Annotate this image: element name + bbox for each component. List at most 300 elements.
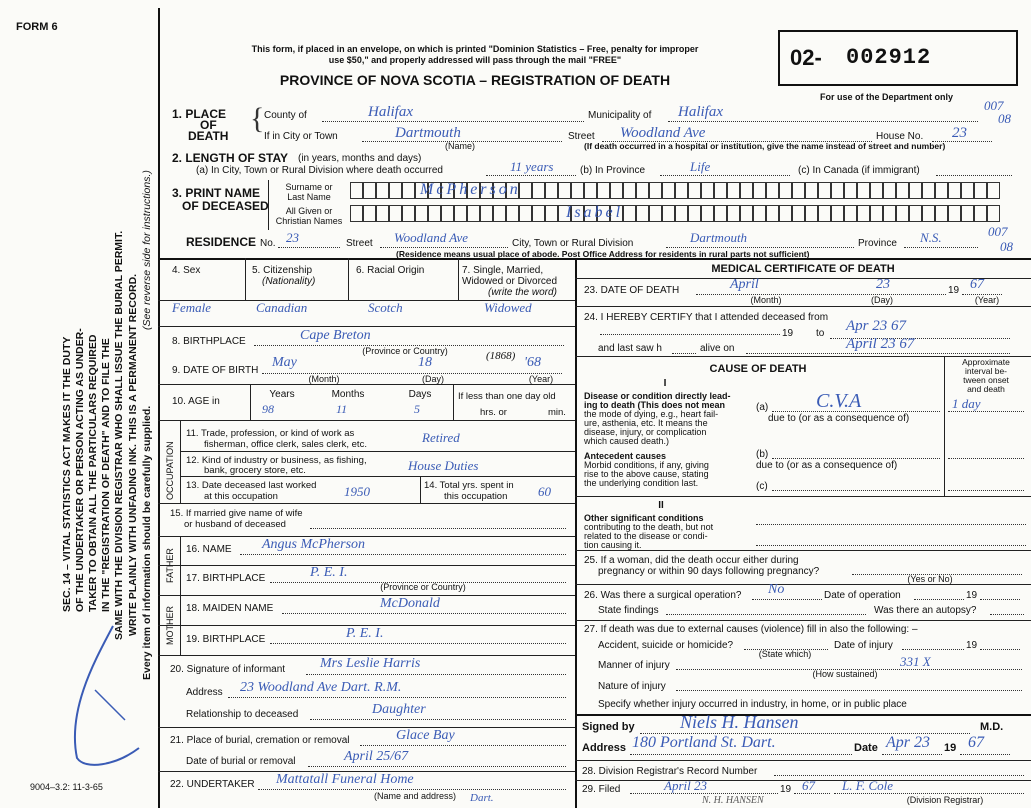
print-name-label-1: 3. PRINT NAME xyxy=(172,186,261,200)
surgical-value: No xyxy=(768,582,785,597)
relationship-label: Relationship to deceased xyxy=(186,709,299,720)
residence-code-2: 08 xyxy=(1000,239,1013,254)
sign-date-19: 19 xyxy=(944,742,957,754)
side-text-3: TAKER TO OBTAIN ALL THE PARTICULARS REQUIRED xyxy=(87,334,99,612)
postal-notice-2: use $50," and properly addressed will pass through the mail "FREE" xyxy=(328,55,622,65)
other-conditions-1: Other significant conditions xyxy=(584,513,704,523)
letter-box xyxy=(714,205,727,222)
letter-box xyxy=(922,205,935,222)
side-text-2: OF THE UNDERTAKER OR PERSON ACTING AS UNDER- xyxy=(74,328,86,612)
clerk-mark-icon xyxy=(55,620,145,780)
letter-box xyxy=(623,205,636,222)
city-name-caption: (Name) xyxy=(444,141,475,151)
certify-to: to xyxy=(816,328,825,339)
operation-date-19: 19 xyxy=(966,590,978,601)
letter-box xyxy=(779,205,792,222)
dob-day-value: 18 xyxy=(418,355,432,370)
letter-box xyxy=(883,205,896,222)
occupation-q12-value: House Duties xyxy=(408,458,479,473)
place-of-death-label-1: 1. PLACE xyxy=(172,107,227,121)
marital-label-2: Widowed or Divorced xyxy=(462,276,558,287)
mother-maiden-name-value: McDonald xyxy=(380,596,440,611)
residence-division-value: Dartmouth xyxy=(690,230,748,245)
manner-of-injury-label: Manner of injury xyxy=(598,660,670,671)
accident-label: Accident, suicide or homicide? xyxy=(598,640,734,651)
registration-number: 002912 xyxy=(846,45,932,70)
date-of-death-day: 23 xyxy=(876,277,890,292)
informant-signature-label: 20. Signature of informant xyxy=(170,664,286,675)
antecedent-label-4: the underlying condition last. xyxy=(584,478,699,488)
occupation-q13-2: at this occupation xyxy=(204,491,278,502)
letter-box xyxy=(688,205,701,222)
letter-box xyxy=(948,205,961,222)
antecedent-label-2: Morbid conditions, if any, giving xyxy=(584,460,709,470)
letter-box xyxy=(792,205,805,222)
side-text-7a: Every item of information should be carefully supplied. xyxy=(141,405,153,680)
injury-date-label: Date of injury xyxy=(834,640,893,651)
letter-box xyxy=(831,182,844,199)
informant-address: 23 Woodland Ave Dart. R.M. xyxy=(240,680,402,695)
letter-box xyxy=(597,182,610,199)
cause-a-interval: 1 day xyxy=(952,396,981,411)
signed-by-label: Signed by xyxy=(582,721,635,733)
death-year-caption: (Year) xyxy=(974,295,1000,305)
date-of-death-label: 23. DATE OF DEATH xyxy=(584,285,680,296)
injury-place-label: Specify whether injury occurred in industry, in home, or in public place xyxy=(598,699,907,710)
record-number-label: 28. Division Registrar's Record Number xyxy=(582,766,758,777)
minutes-label: min. xyxy=(548,407,566,418)
letter-box xyxy=(948,182,961,199)
occupation-q14-1: 14. Total yrs. spent in xyxy=(424,480,514,491)
physician-address: 180 Portland St. Dart. xyxy=(632,734,776,751)
letter-box xyxy=(662,205,675,222)
residence-province-value: N.S. xyxy=(920,230,942,245)
letter-box xyxy=(675,182,688,199)
letter-box xyxy=(727,182,740,199)
citizenship-value: Canadian xyxy=(256,300,308,315)
father-birthplace-caption: (Province or Country) xyxy=(380,582,466,592)
letter-box xyxy=(727,205,740,222)
sign-date-value: Apr 23 xyxy=(886,734,930,751)
letter-box xyxy=(428,205,441,222)
letter-box xyxy=(649,182,662,199)
letter-box xyxy=(376,205,389,222)
letter-box xyxy=(675,205,688,222)
letter-box xyxy=(896,205,909,222)
spouse-label-1: 15. If married give name of wife xyxy=(170,508,303,519)
place-of-death-label-3: DEATH xyxy=(188,129,229,143)
occupation-q14-2: this occupation xyxy=(444,491,508,502)
certify-from-19: 19 xyxy=(782,328,794,339)
residence-note: (Residence means usual place of abode. Post Office Address for residents in rural parts not sufficient) xyxy=(396,249,810,259)
stay-city-label: (a) In City, Town or Rural Division where death occurred xyxy=(196,165,443,176)
side-text-7b: (See reverse side for instructions.) xyxy=(141,170,153,330)
age-years-value: 98 xyxy=(262,402,274,416)
interval-label-1: Approximate xyxy=(962,357,1010,367)
section-1-brace: { xyxy=(250,102,265,135)
interval-label-4: and death xyxy=(967,384,1005,394)
municipality-value: Halifax xyxy=(678,104,723,120)
letter-box xyxy=(389,205,402,222)
municipality-code: 08 xyxy=(998,111,1011,126)
sex-label: 4. Sex xyxy=(172,265,201,276)
date-of-death-month: April xyxy=(730,277,759,292)
county-code: 007 xyxy=(984,98,1004,113)
state-which-caption: (State which) xyxy=(758,649,812,659)
birthplace-value: Cape Breton xyxy=(300,328,371,343)
letter-box xyxy=(922,182,935,199)
last-saw-value: April 23 67 xyxy=(846,336,915,352)
physician-signature: Niels H. Hansen xyxy=(680,712,799,732)
manner-code: 331 X xyxy=(900,654,931,669)
letter-box xyxy=(467,205,480,222)
other-conditions-4: tion causing it. xyxy=(584,540,642,550)
disease-label-6: which caused death.) xyxy=(584,436,670,446)
letter-box xyxy=(896,182,909,199)
registration-number-box xyxy=(778,30,1018,86)
letter-box xyxy=(350,205,363,222)
printed-physician-name: N. H. HANSEN xyxy=(702,795,764,806)
residence-code-1: 007 xyxy=(988,224,1008,239)
house-label: House No. xyxy=(876,131,924,142)
letter-box xyxy=(909,205,922,222)
department-use-note: For use of the Department only xyxy=(820,92,954,102)
given-name-value: Isabel xyxy=(566,204,624,221)
surname-label-2: Last Name xyxy=(287,192,331,202)
side-text-6: WRITE PLAINLY WITH UNFADING INK. THIS IS A PERMANENT RECORD. xyxy=(127,273,139,636)
occupation-q11-1: 11. Trade, profession, or kind of work as xyxy=(186,428,355,439)
registration-prefix: 02- xyxy=(790,45,822,70)
undertaker-label: 22. UNDERTAKER xyxy=(170,779,255,790)
letter-box xyxy=(961,182,974,199)
occupation-q12-2: bank, grocery store, etc. xyxy=(204,465,306,476)
surgical-question: 26. Was there a surgical operation? xyxy=(584,590,742,601)
letter-box xyxy=(441,205,454,222)
letter-box xyxy=(805,182,818,199)
surname-value: McPherson xyxy=(420,181,521,198)
informant-address-label: Address xyxy=(186,687,223,698)
father-birthplace-label: 17. BIRTHPLACE xyxy=(186,573,266,584)
city-value: Dartmouth xyxy=(395,125,461,141)
mother-birthplace-label: 19. BIRTHPLACE xyxy=(186,634,266,645)
interval-label-2: interval be- xyxy=(964,366,1008,376)
surname-label-1: Surname or xyxy=(285,182,333,192)
cause-a-value: C.V.A xyxy=(816,390,862,412)
dob-year-value: '68 xyxy=(524,355,541,370)
letter-box xyxy=(987,182,1000,199)
letter-box xyxy=(610,182,623,199)
nature-of-injury-label: Nature of injury xyxy=(598,681,666,692)
informant-signature: Mrs Leslie Harris xyxy=(320,656,421,671)
letter-box xyxy=(389,182,402,199)
letter-box xyxy=(545,205,558,222)
place-of-death-label-2: OF xyxy=(200,118,217,132)
county-label: County of xyxy=(264,110,307,121)
letter-box xyxy=(714,182,727,199)
certify-to-value: Apr 23 67 xyxy=(846,318,906,334)
filed-19: 19 xyxy=(780,784,792,795)
length-of-stay-label: 2. LENGTH OF STAY xyxy=(172,151,289,165)
sign-date-label: Date xyxy=(854,742,878,754)
division-registrar-signature: L. F. Cole xyxy=(842,778,894,793)
house-value: 23 xyxy=(952,125,967,141)
dob-year-note: (1868) xyxy=(486,350,516,362)
death-month-caption: (Month) xyxy=(750,295,782,305)
state-findings-label: State findings xyxy=(598,605,659,616)
father-name-label: 16. NAME xyxy=(186,544,232,555)
relationship-value: Daughter xyxy=(372,702,426,717)
dob-day-caption: (Day) xyxy=(422,374,444,384)
letter-box xyxy=(350,182,363,199)
undertaker-value-2: Dart. xyxy=(470,792,494,804)
marital-label-3: (write the word) xyxy=(488,287,557,298)
age-years-label: Years xyxy=(269,389,295,400)
letter-box xyxy=(532,182,545,199)
letter-box xyxy=(558,182,571,199)
form-footer-code: 9004–3.2: 11-3-65 xyxy=(30,782,103,792)
cause-of-death-heading: CAUSE OF DEATH xyxy=(709,363,807,375)
letter-box xyxy=(623,182,636,199)
pregnancy-question-2: pregnancy or within 90 days following pregnancy? xyxy=(598,566,820,577)
part-one-label: I xyxy=(663,378,667,389)
letter-box xyxy=(909,182,922,199)
father-vertical-label: FATHER xyxy=(165,548,175,583)
last-saw-label: and last saw h xyxy=(598,343,662,354)
letter-box xyxy=(844,182,857,199)
letter-box xyxy=(831,205,844,222)
residence-no-value: 23 xyxy=(286,230,299,245)
cause-a-label: (a) xyxy=(756,402,769,413)
alive-on-label: alive on xyxy=(700,343,735,354)
letter-box xyxy=(506,205,519,222)
letter-box xyxy=(857,182,870,199)
age-months-value: 11 xyxy=(336,402,348,416)
residence-street-label: Street xyxy=(346,238,373,249)
letter-box xyxy=(480,205,493,222)
letter-box xyxy=(844,205,857,222)
citizenship-label: 5. Citizenship xyxy=(252,265,313,276)
disease-label-1: Disease or condition directly lead- xyxy=(584,391,731,401)
stay-province-label: (b) In Province xyxy=(580,165,646,176)
burial-place-label: 21. Place of burial, cremation or removal xyxy=(170,735,350,746)
age-label: 10. AGE in xyxy=(172,396,220,407)
occupation-q11-2: fisherman, office clerk, sales clerk, etc. xyxy=(204,439,367,450)
other-conditions-2: contributing to the death, but not xyxy=(584,522,714,532)
letter-box xyxy=(363,182,376,199)
filed-year: 67 xyxy=(802,778,815,793)
burial-date-value: April 25/67 xyxy=(344,749,409,764)
mother-maiden-name-label: 18. MAIDEN NAME xyxy=(186,603,274,614)
undertaker-caption: (Name and address) xyxy=(373,791,457,801)
age-days-label: Days xyxy=(408,389,432,400)
street-label: Street xyxy=(568,131,595,142)
disease-label-2: ing to death (This does not mean xyxy=(584,400,726,410)
letter-box xyxy=(870,182,883,199)
occupation-vertical-label: OCCUPATION xyxy=(165,441,175,500)
burial-date-label: Date of burial or removal xyxy=(186,756,296,767)
letter-box xyxy=(519,205,532,222)
letter-box xyxy=(870,205,883,222)
external-causes-question: 27. If death was due to external causes (violence) fill in also the following: – xyxy=(584,624,918,635)
occupation-q13-value: 1950 xyxy=(344,484,370,499)
dob-year-caption: (Year) xyxy=(528,374,554,384)
mother-vertical-label: MOTHER xyxy=(165,606,175,645)
letter-box xyxy=(649,205,662,222)
due-to-b: due to (or as a consequence of) xyxy=(756,460,898,471)
occupation-q14-value: 60 xyxy=(538,484,551,499)
residence-division-label: City, Town or Rural Division xyxy=(512,238,634,249)
injury-date-19: 19 xyxy=(966,640,978,651)
letter-box xyxy=(532,205,545,222)
disease-label-3: the mode of dying, e.g., heart fail- xyxy=(584,409,719,419)
stay-city-value: 11 years xyxy=(510,159,554,174)
dob-month-caption: (Month) xyxy=(308,374,340,384)
form-title: PROVINCE OF NOVA SCOTIA – REGISTRATION OF DEATH xyxy=(279,72,671,88)
letter-box xyxy=(545,182,558,199)
letter-box xyxy=(792,182,805,199)
filed-date: April 23 xyxy=(664,778,707,793)
birthplace-caption: (Province or Country) xyxy=(362,346,448,356)
md-label: M.D. xyxy=(980,721,1004,733)
sex-value: Female xyxy=(172,300,211,315)
undertaker-value: Mattatall Funeral Home xyxy=(276,772,414,787)
residence-province-label: Province xyxy=(858,238,897,249)
stay-province-value: Life xyxy=(690,159,711,174)
cause-b-label: (b) xyxy=(756,449,769,460)
yes-no-caption: (Yes or No) xyxy=(907,574,953,584)
letter-box xyxy=(987,205,1000,222)
letter-box xyxy=(779,182,792,199)
disease-label-5: disease, injury, or complication xyxy=(584,427,707,437)
city-label: If in City or Town xyxy=(264,131,338,142)
letter-box xyxy=(701,182,714,199)
antecedent-label-1: Antecedent causes xyxy=(584,451,667,461)
how-sustained-caption: (How sustained) xyxy=(812,669,878,679)
less-than-day-label: If less than one day old xyxy=(458,391,556,402)
side-text-1: SEC. 14 – VITAL STATISTICS ACT MAKES IT THE DUTY xyxy=(61,336,73,612)
letter-box xyxy=(961,205,974,222)
hours-label: hrs. or xyxy=(480,407,507,418)
marital-value: Widowed xyxy=(484,300,532,315)
letter-box xyxy=(857,205,870,222)
letter-box xyxy=(415,205,428,222)
autopsy-label: Was there an autopsy? xyxy=(874,605,977,616)
letter-box xyxy=(766,182,779,199)
cause-c-label: (c) xyxy=(756,481,768,492)
residence-no-label: No. xyxy=(260,238,276,249)
letter-box xyxy=(766,205,779,222)
form-left-rule xyxy=(158,8,160,808)
letter-box xyxy=(883,182,896,199)
nationality-caption: (Nationality) xyxy=(262,276,316,287)
postal-notice-1: This form, if placed in an envelope, on which is printed "Dominion Statistics – Free, penalty for improper xyxy=(251,44,699,54)
pregnancy-question-1: 25. If a woman, did the death occur either during xyxy=(584,555,799,566)
birthplace-label: 8. BIRTHPLACE xyxy=(172,336,246,347)
letter-box xyxy=(636,182,649,199)
age-months-label: Months xyxy=(331,389,365,400)
dob-month-value: May xyxy=(272,355,297,370)
burial-place-value: Glace Bay xyxy=(396,728,455,743)
father-birthplace-value: P. E. I. xyxy=(310,565,348,580)
letter-box xyxy=(974,182,987,199)
letter-box xyxy=(935,182,948,199)
date-of-death-year: 67 xyxy=(970,277,984,292)
death-day-caption: (Day) xyxy=(871,295,893,305)
letter-box xyxy=(363,205,376,222)
letter-box xyxy=(376,182,389,199)
physician-address-label: Address xyxy=(582,742,627,754)
given-label-1: All Given or xyxy=(285,206,333,216)
father-name-value: Angus McPherson xyxy=(262,537,366,552)
form-number: FORM 6 xyxy=(16,21,58,33)
certify-label: 24. I HEREBY CERTIFY that I attended deceased from xyxy=(584,312,829,323)
print-name-label-2: OF DECEASED xyxy=(182,199,269,213)
letter-box xyxy=(935,205,948,222)
hospital-note: (If death occurred in a hospital or institution, give the name instead of street and number) xyxy=(584,141,946,151)
letter-box xyxy=(701,205,714,222)
occupation-q12-1: 12. Kind of industry or business, as fishing, xyxy=(186,455,367,466)
sign-date-year: 67 xyxy=(968,734,984,751)
occupation-q13-1: 13. Date deceased last worked xyxy=(186,480,317,491)
letter-box xyxy=(740,205,753,222)
letter-box xyxy=(454,205,467,222)
letter-box xyxy=(662,182,675,199)
occupation-q11-value: Retired xyxy=(422,430,460,445)
letter-box xyxy=(493,205,506,222)
letter-box xyxy=(805,205,818,222)
interval-label-3: tween onset xyxy=(963,375,1009,385)
letter-box xyxy=(753,205,766,222)
letter-box xyxy=(402,182,415,199)
length-of-stay-sub: (in years, months and days) xyxy=(298,153,422,164)
stay-canada-label: (c) In Canada (if immigrant) xyxy=(798,165,920,176)
mother-birthplace-value: P. E. I. xyxy=(346,626,384,641)
operation-date-label: Date of operation xyxy=(824,590,901,601)
street-value: Woodland Ave xyxy=(620,125,706,141)
letter-box xyxy=(753,182,766,199)
residence-street-value: Woodland Ave xyxy=(394,230,469,245)
side-text-4: IN THE "REGISTRATION OF DEATH" AND TO FILE THE xyxy=(100,338,112,612)
residence-label: RESIDENCE xyxy=(186,235,257,249)
other-conditions-3: related to the disease or condi- xyxy=(584,531,708,541)
letter-box xyxy=(974,205,987,222)
county-value: Halifax xyxy=(368,104,413,120)
antecedent-label-3: rise to the above cause, stating xyxy=(584,469,709,479)
part-two-label: II xyxy=(658,500,664,511)
letter-box xyxy=(818,182,831,199)
disease-label-4: ure, asthenia, etc. It means the xyxy=(584,418,708,428)
racial-origin-value: Scotch xyxy=(368,300,403,315)
marital-label-1: 7. Single, Married, xyxy=(462,265,544,276)
given-label-2: Christian Names xyxy=(275,216,343,226)
letter-box xyxy=(818,205,831,222)
municipality-label: Municipality of xyxy=(588,110,652,121)
filed-label: 29. Filed xyxy=(582,784,621,795)
spouse-label-2: or husband of deceased xyxy=(184,519,286,530)
letter-box xyxy=(636,205,649,222)
letter-box xyxy=(740,182,753,199)
letter-box xyxy=(584,182,597,199)
panel-divider xyxy=(575,258,577,808)
age-days-value: 5 xyxy=(414,402,420,416)
division-registrar-caption: (Division Registrar) xyxy=(906,795,984,805)
side-text-5: SAME WITH THE DIVISION REGISTRAR WHO SHALL ISSUE THE BURIAL PERMIT. xyxy=(113,230,125,640)
letter-box xyxy=(688,182,701,199)
letter-box xyxy=(571,182,584,199)
date-of-birth-label: 9. DATE OF BIRTH xyxy=(172,365,259,376)
letter-box xyxy=(402,205,415,222)
due-to-a: due to (or as a consequence of) xyxy=(768,413,910,424)
